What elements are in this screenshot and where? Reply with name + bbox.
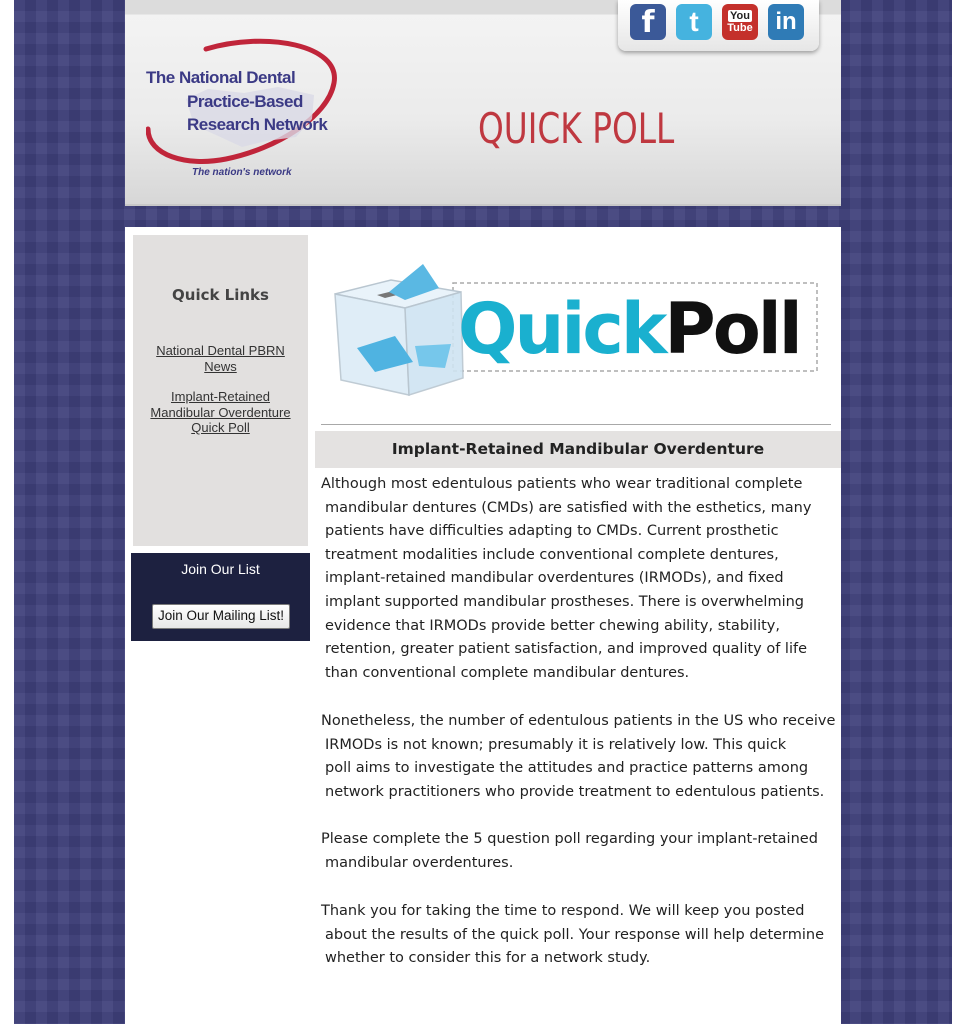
text-line: IRMODs is not known; presumably it is relatively low. This quick bbox=[325, 736, 787, 753]
text-line: treatment modalities include conventional complete dentures, bbox=[325, 546, 779, 563]
facebook-icon[interactable]: f bbox=[630, 4, 666, 40]
text-line: mandibular dentures (CMDs) are satisfied with the esthetics, many bbox=[325, 499, 812, 516]
link-quick-poll-line-3: Quick Poll bbox=[191, 420, 250, 435]
join-list-title: Join Our List bbox=[181, 561, 260, 577]
logo-line-3: Research Network bbox=[187, 115, 328, 134]
article-title: Implant-Retained Mandibular Overdenture bbox=[391, 440, 765, 458]
text-line: poll aims to investigate the attitudes and practice patterns among bbox=[325, 760, 809, 777]
divider-line bbox=[321, 424, 831, 425]
paragraph-3 bbox=[321, 828, 837, 875]
text-line: patients have difficulties adapting to CMDs. Current prosthetic bbox=[325, 523, 779, 540]
wordmark-quick: Quick bbox=[458, 288, 665, 370]
text-line: whether to consider this for a network study. bbox=[325, 950, 651, 967]
logo-tagline: The nation's network bbox=[192, 167, 292, 178]
logo-line-2: Practice-Based bbox=[187, 92, 303, 111]
quick-poll-wordmark bbox=[458, 279, 800, 379]
join-list-box bbox=[131, 553, 310, 641]
text-line: about the results of the quick poll. Your response will help determine bbox=[325, 926, 825, 943]
link-pbrn-news[interactable] bbox=[133, 343, 308, 374]
youtube-you-label: You bbox=[730, 10, 750, 22]
quick-links-box bbox=[133, 235, 308, 546]
quick-links-title: Quick Links bbox=[172, 286, 269, 304]
text-line: Although most edentulous patients who wear traditional complete bbox=[321, 476, 803, 492]
text-line: implant-retained mandibular overdentures (IRMODs), and fixed bbox=[325, 570, 784, 587]
text-line: network practitioners who provide treatment to edentulous patients. bbox=[325, 783, 825, 800]
join-mailing-list-button[interactable]: Join Our Mailing List! bbox=[152, 604, 290, 629]
network-logo[interactable] bbox=[146, 37, 346, 187]
linkedin-icon[interactable]: in bbox=[768, 4, 804, 40]
link-quick-poll-line-1: Implant-Retained bbox=[171, 389, 270, 404]
text-line: Nonetheless, the number of edentulous patients in the US who receive bbox=[321, 713, 836, 729]
twitter-icon[interactable]: t bbox=[676, 4, 712, 40]
youtube-tube-label: Tube bbox=[727, 22, 753, 34]
link-pbrn-news-line-1: National Dental PBRN bbox=[156, 343, 285, 358]
link-quick-poll-line-2: Mandibular Overdenture bbox=[150, 404, 291, 420]
text-line: retention, greater patient satisfaction, and improved quality of life bbox=[325, 641, 808, 658]
link-quick-poll[interactable] bbox=[133, 389, 308, 436]
article-header bbox=[315, 431, 841, 468]
wordmark-poll: Poll bbox=[664, 288, 800, 370]
text-line: evidence that IRMODs provide better chewing ability, stability, bbox=[325, 617, 780, 634]
paragraph-1 bbox=[321, 473, 837, 685]
text-line: mandibular overdentures. bbox=[325, 854, 514, 871]
youtube-icon[interactable] bbox=[722, 4, 758, 40]
header-title: QUICK POLL bbox=[478, 104, 675, 153]
text-line: Thank you for taking the time to respond. We will keep you posted bbox=[321, 903, 805, 919]
link-pbrn-news-line-2: News bbox=[204, 358, 237, 374]
text-line: implant supported mandibular prostheses. There is overwhelming bbox=[325, 593, 805, 610]
text-line: than conventional complete mandibular dentures. bbox=[325, 664, 690, 681]
social-bar bbox=[618, 0, 819, 51]
quick-poll-banner bbox=[331, 262, 823, 400]
paragraph-4 bbox=[321, 900, 837, 971]
logo-line-1: The National Dental bbox=[146, 68, 296, 87]
text-line: Please complete the 5 question poll regarding your implant-retained bbox=[321, 831, 818, 847]
paragraph-2 bbox=[321, 710, 837, 804]
